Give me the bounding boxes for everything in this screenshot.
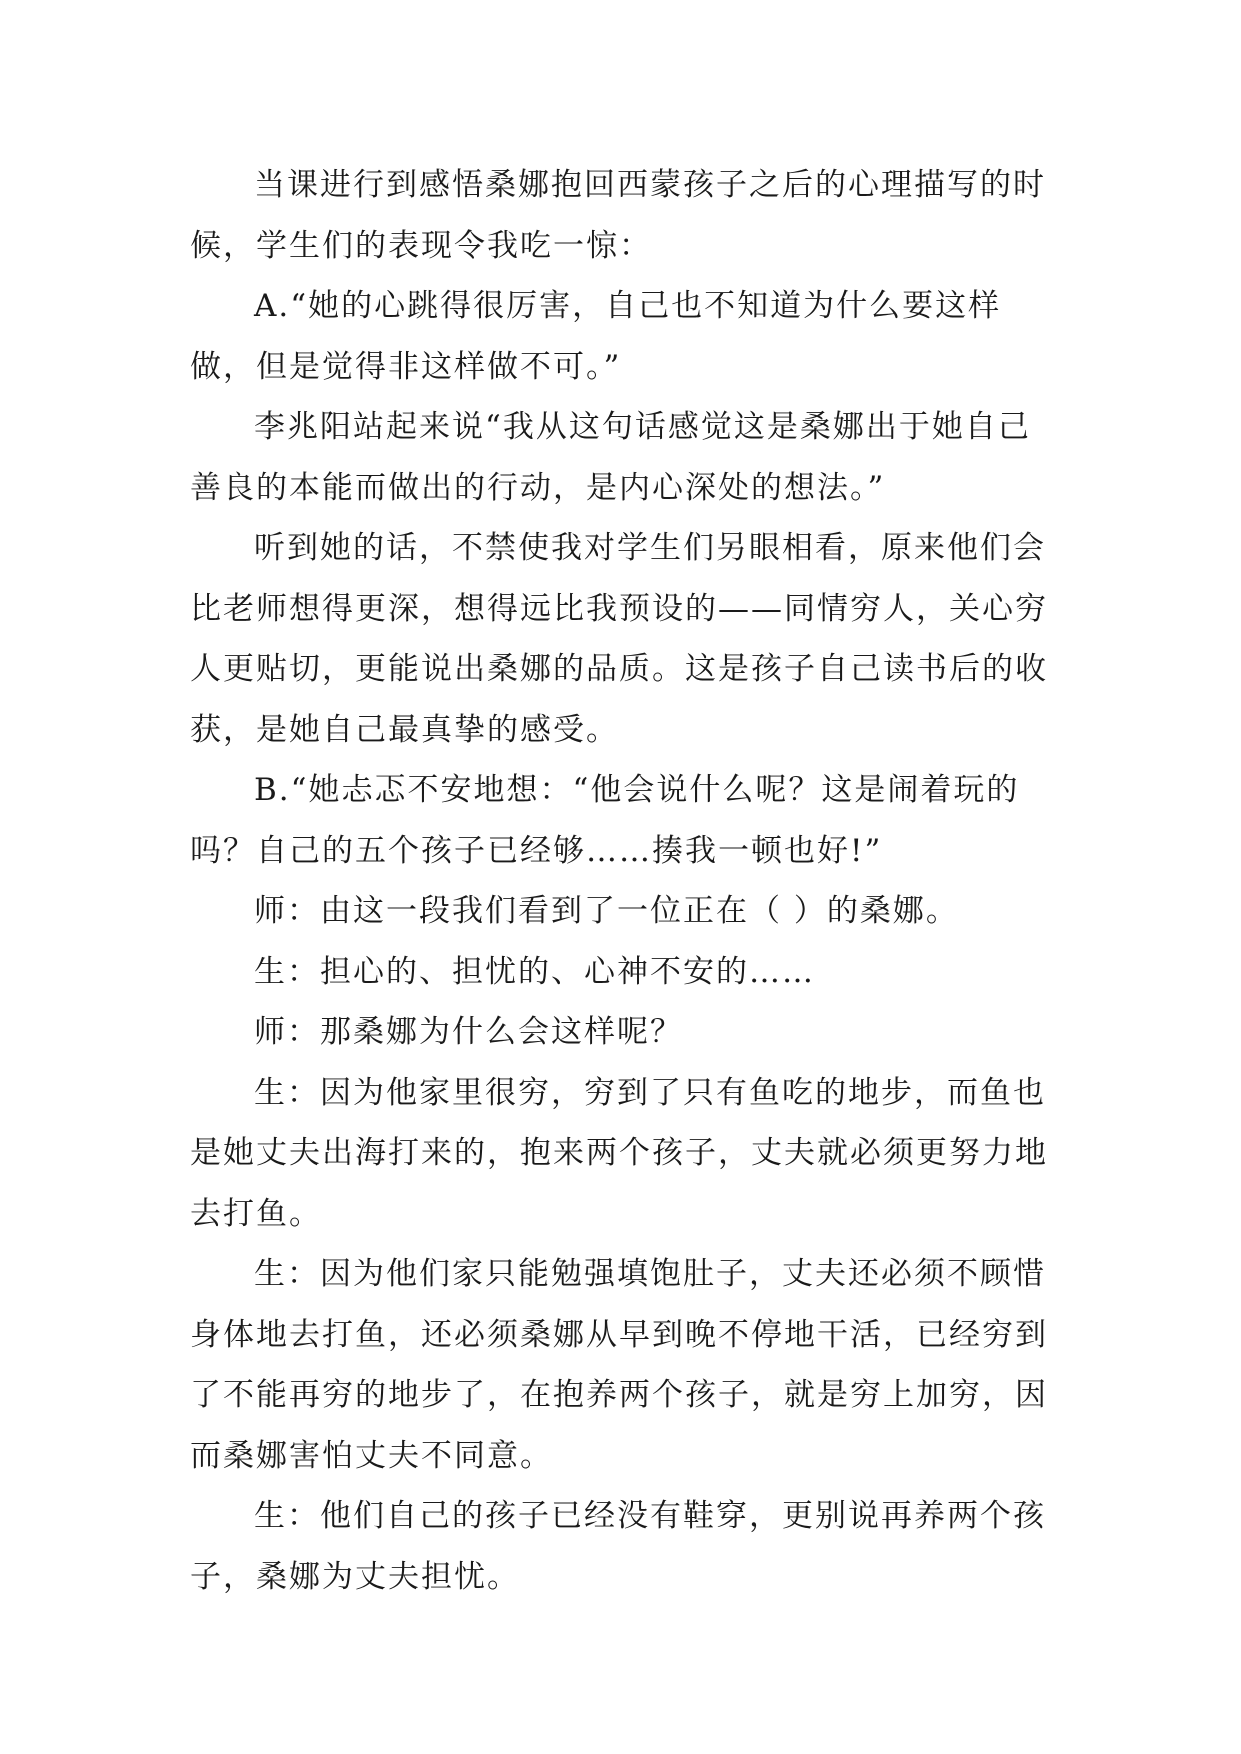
paragraph-10: 生：因为他们家只能勉强填饱肚子，丈夫还必须不顾惜身体地去打鱼，还必须桑娜从早到晚不停地干活，已经穷到了不能再穷的地步了，在抱养两个孩子，就是穷上加穷，因而桑娜害怕丈夫不同意。 (190, 1256, 1048, 1474)
paragraph-2: A.“她的心跳得很厉害，自己也不知道为什么要这样做，但是觉得非这样做不可。” (190, 288, 1002, 385)
paragraph-8: 师：那桑娜为什么会这样呢？ (254, 1014, 683, 1050)
document-body (190, 155, 1060, 1607)
paragraph-1: 当课进行到感悟桑娜抱回西蒙孩子之后的心理描写的时候，学生们的表现令我吃一惊： (190, 167, 1046, 264)
paragraph-7: 生：担心的、担忧的、心神不安的…… (254, 953, 815, 990)
paragraph-9: 生：因为他家里很穷，穷到了只有鱼吃的地步，而鱼也是她丈夫出海打来的，抱来两个孩子，丈夫就必须更努力地去打鱼。 (190, 1074, 1048, 1232)
paragraph-6: 师：由这一段我们看到了一位正在（ ）的桑娜。 (254, 893, 959, 929)
paragraph-4: 听到她的话，不禁使我对学生们另眼相看，原来他们会比老师想得更深，想得远比我预设的——同情穷人，关心穷人更贴切，更能说出桑娜的品质。这是孩子自己读书后的收获，是她自己最真挚的感受。 (190, 530, 1048, 748)
paragraph-3: 李兆阳站起来说“我从这句话感觉这是桑娜出于她自己善良的本能而做出的行动，是内心深处的想法。” (190, 409, 1031, 506)
paragraph-5: B.“她忐忑不安地想：“他会说什么呢？这是闹着玩的吗？自己的五个孩子已经够……揍我一顿也好!” (190, 772, 1020, 869)
paragraph-11: 生：他们自己的孩子已经没有鞋穿，更别说再养两个孩子，桑娜为丈夫担忧。 (190, 1498, 1046, 1595)
